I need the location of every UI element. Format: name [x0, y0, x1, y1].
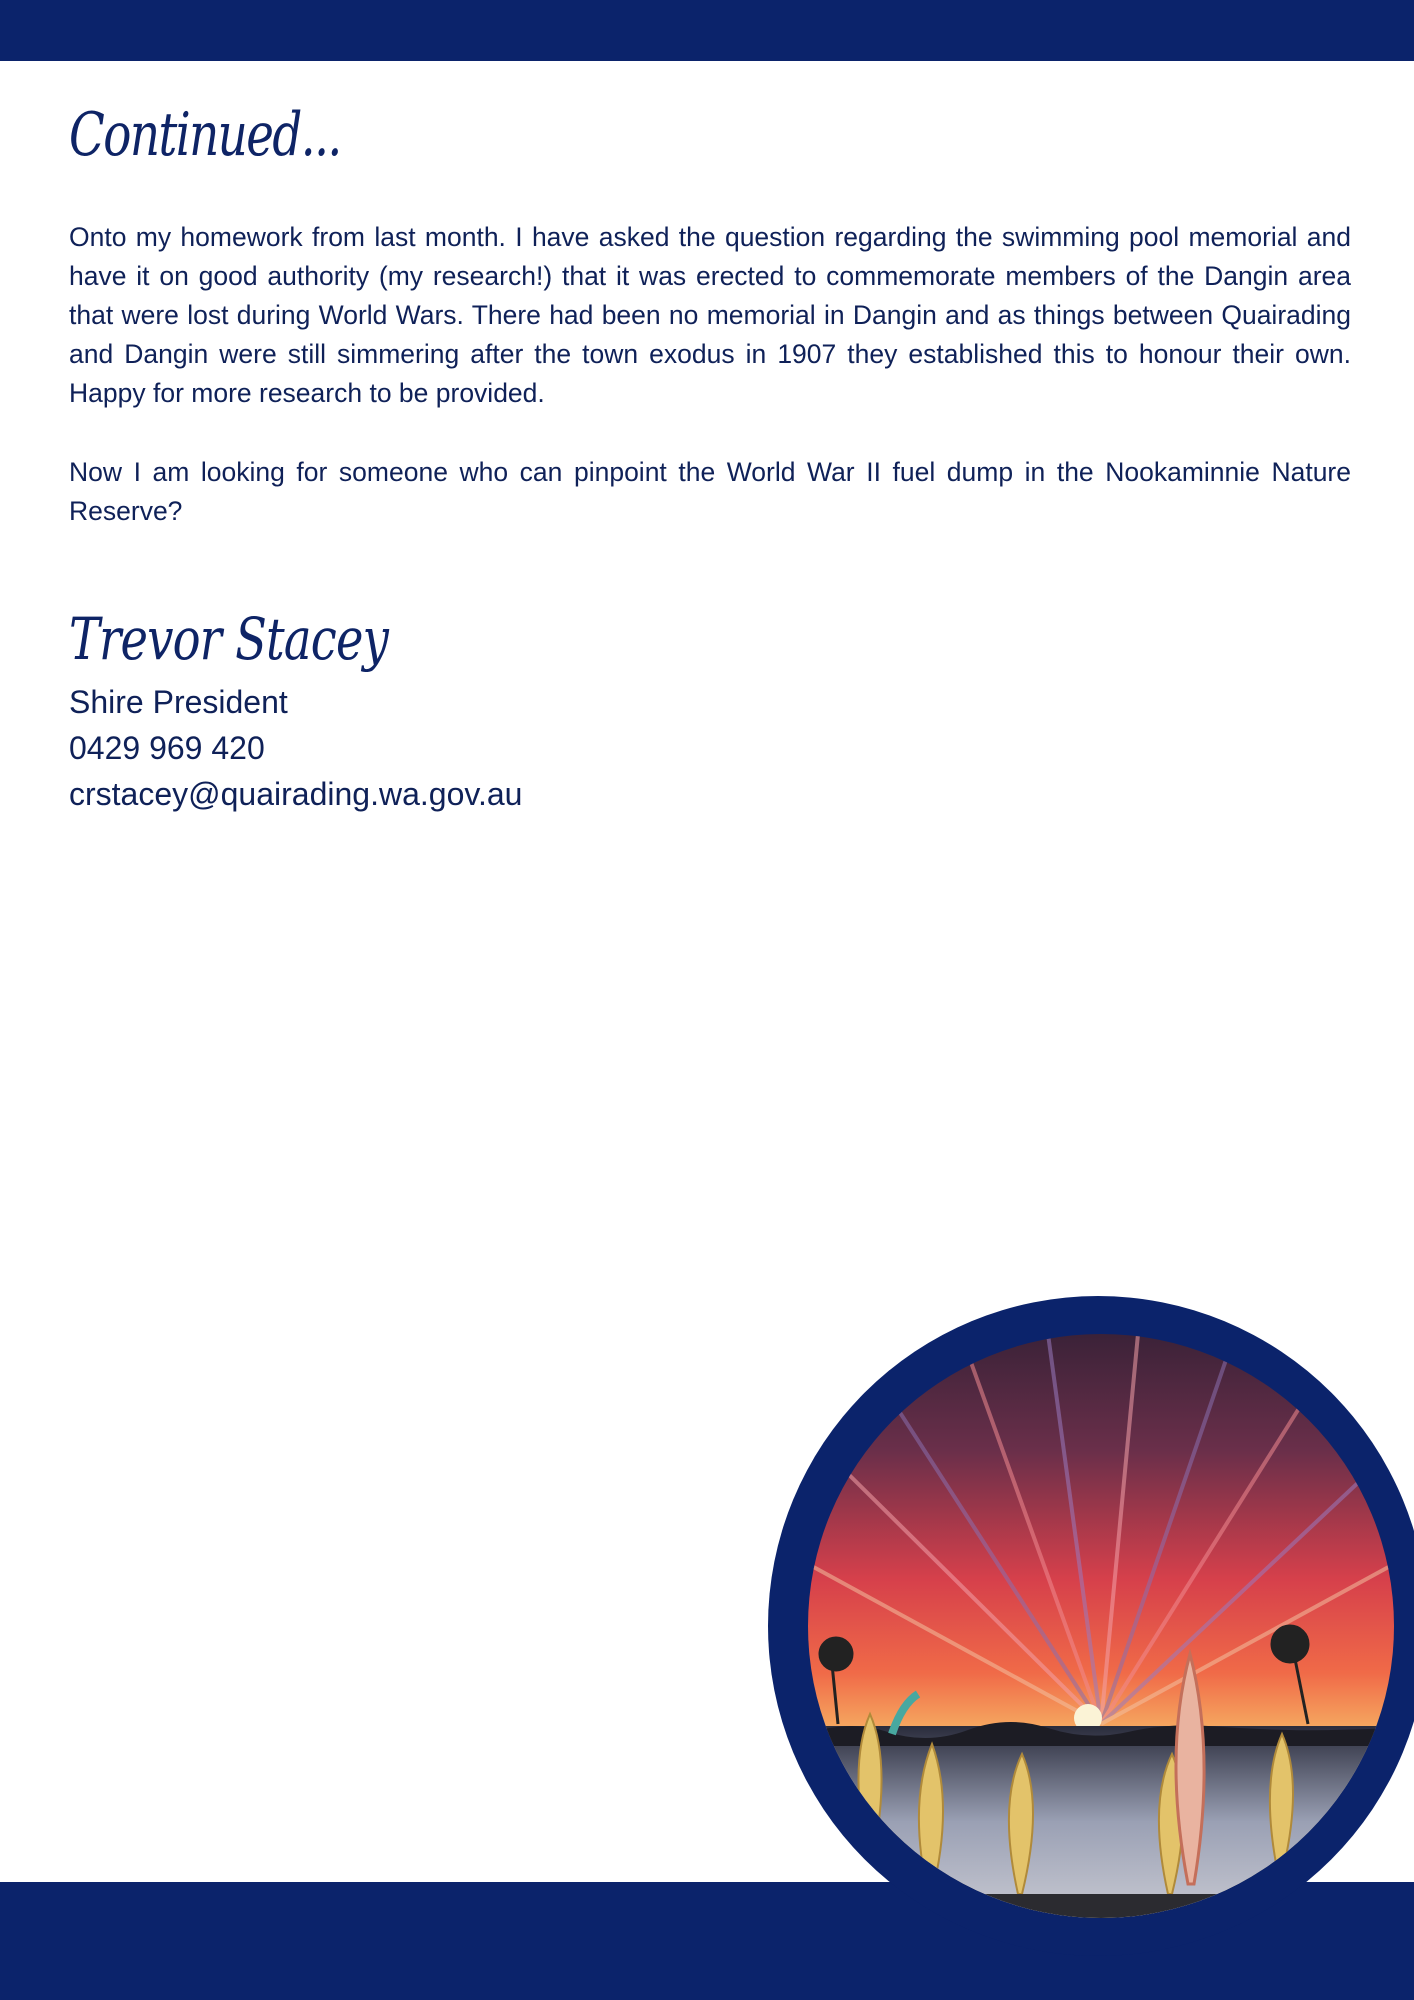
- paragraph-2: Now I am looking for someone who can pinpoint the World War II fuel dump in the Nookaminnie Nature Reserve?: [69, 457, 1351, 526]
- paragraph-1: Onto my homework from last month. I have asked the question regarding the swimming pool memorial and have it on good authority (my research!) that it was erected to commemorate members of the Dangin area that were lost during World Wars. There had been no memorial in Dangin and as things between Quairading and Dangin were still simmering after the town exodus in 1907 they established this to honour their own. Happy for more research to be provided.: [69, 222, 1351, 408]
- sunset-artwork: [808, 1334, 1394, 1918]
- signature: Trevor Stacey: [69, 605, 389, 673]
- contact-block: [69, 679, 522, 817]
- contact-phone: 0429 969 420: [69, 730, 265, 766]
- sunset-painting-image: [808, 1334, 1394, 1918]
- letter-body: [69, 218, 1351, 571]
- contact-title: Shire President: [69, 684, 288, 720]
- header-band: [0, 0, 1414, 61]
- page-heading: Continued...: [69, 100, 341, 170]
- contact-email[interactable]: crstacey@quairading.wa.gov.au: [69, 776, 523, 812]
